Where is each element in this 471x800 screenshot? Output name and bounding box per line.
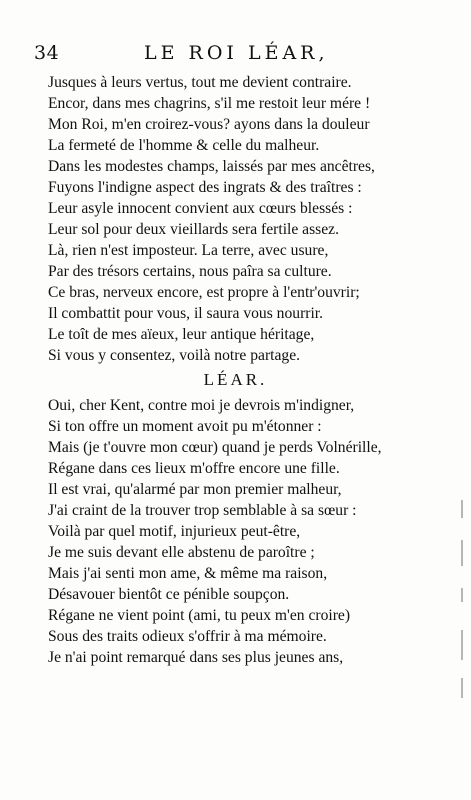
- verse-line: Ce bras, nerveux encore, est propre à l'entr'ouvrir;: [48, 284, 360, 301]
- running-title: LE ROI LÉAR,: [144, 42, 329, 64]
- verse-line: J'ai craint de la trouver trop semblable à sa sœur :: [48, 502, 357, 519]
- verse-line: Dans les modestes champs, laissés par mes ancêtres,: [48, 158, 375, 175]
- show-through-marks: [458, 500, 466, 710]
- verse-line: Si ton offre un moment avoit pu m'étonner :: [48, 418, 322, 435]
- verse-line: Leur asyle innocent convient aux cœurs blessés :: [48, 200, 353, 217]
- verse-line: Par des trésors certains, nous paîra sa culture.: [48, 263, 332, 280]
- verse-line: Fuyons l'indigne aspect des ingrats & des traîtres :: [48, 179, 362, 196]
- page-number: 34: [34, 42, 60, 64]
- verse-line: Sous des traits odieux s'offrir à ma mémoire.: [48, 628, 327, 645]
- verse-line: Régane dans ces lieux m'offre encore une fille.: [48, 460, 340, 477]
- verse-line: Leur sol pour deux vieillards sera fertile assez.: [48, 221, 339, 238]
- verse-line: Désavouer bientôt ce pénible soupçon.: [48, 586, 290, 603]
- page-header: [34, 42, 434, 66]
- verse-line: Mon Roi, m'en croirez-vous? ayons dans la douleur: [48, 116, 370, 133]
- verse-line: Voilà par quel motif, injurieux peut-être,: [48, 523, 301, 540]
- verse-line: Le toît de mes aïeux, leur antique héritage,: [48, 326, 315, 343]
- verse-line: Jusques à leurs vertus, tout me devient contraire.: [48, 74, 352, 91]
- verse-line: Je me suis devant elle abstenu de paroître ;: [48, 544, 315, 561]
- verse-line: Mais (je t'ouvre mon cœur) quand je perds Volnérille,: [48, 439, 382, 456]
- verse-line: Il est vrai, qu'alarmé par mon premier malheur,: [48, 481, 342, 498]
- verse-line: Encor, dans mes chagrins, s'il me restoit leur mére !: [48, 95, 371, 112]
- verse-line: Je n'ai point remarqué dans ses plus jeunes ans,: [48, 649, 344, 666]
- verse-line: Régane ne vient point (ami, tu peux m'en croire): [48, 607, 351, 624]
- verse-line: Il combattit pour vous, il saura vous nourrir.: [48, 305, 324, 322]
- verse-line: La fermeté de l'homme & celle du malheur.: [48, 137, 320, 154]
- verse-line: Oui, cher Kent, contre moi je devrois m'indigner,: [48, 397, 355, 414]
- verse-line: Mais j'ai senti mon ame, & même ma raison,: [48, 565, 328, 582]
- speaker-name: LÉAR.: [203, 370, 268, 389]
- verse-line: Si vous y consentez, voilà notre partage.: [48, 347, 301, 364]
- verse-line: Là, rien n'est imposteur. La terre, avec usure,: [48, 242, 329, 259]
